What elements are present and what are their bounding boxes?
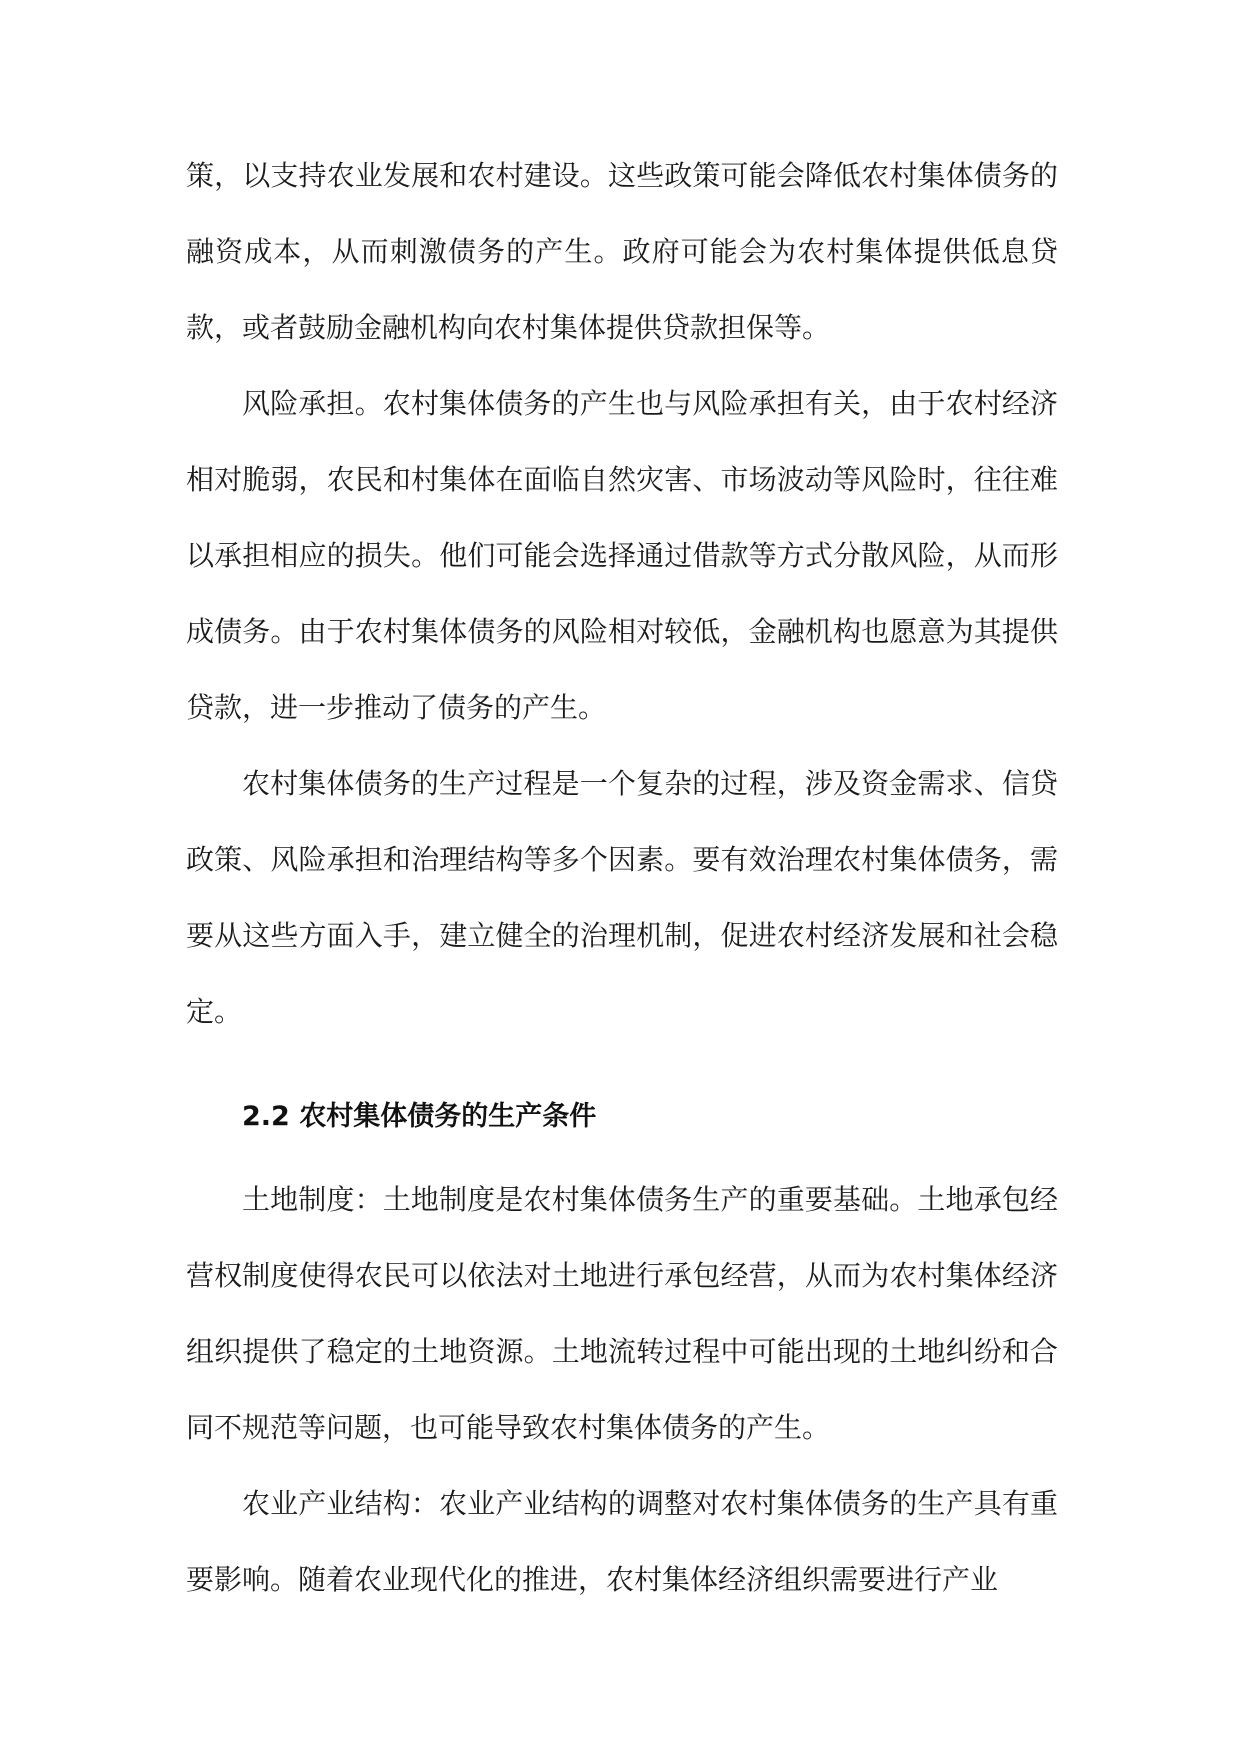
paragraph-production-summary: 农村集体债务的生产过程是一个复杂的过程，涉及资金需求、信贷政策、风险承担和治理结构等多个因素。要有效治理农村集体债务，需要从这些方面入手，建立健全的治理机制，促进农村经济发展和社会稳定。 — [186, 767, 1058, 1028]
paragraph-risk-bearing: 风险承担。农村集体债务的产生也与风险承担有关，由于农村经济相对脆弱，农民和村集体在面临自然灾害、市场波动等风险时，往往难以承担相应的损失。他们可能会选择通过借款等方式分散风险，从而形成债务。由于农村集体债务的风险相对较低，金融机构也愿意为其提供贷款，进一步推动了债务的产生。 — [186, 387, 1058, 724]
paragraph-land-system: 土地制度：土地制度是农村集体债务生产的重要基础。土地承包经营权制度使得农民可以依法对土地进行承包经营，从而为农村集体经济组织提供了稳定的土地资源。土地流转过程中可能出现的土地纠纷和合同不规范等问题，也可能导致农村集体债务的产生。 — [186, 1183, 1058, 1444]
document-body — [186, 138, 1058, 1618]
paragraph-policy-continuation: 策，以支持农业发展和农村建设。这些政策可能会降低农村集体债务的融资成本，从而刺激债务的产生。政府可能会为农村集体提供低息贷款，或者鼓励金融机构向农村集体提供贷款担保等。 — [186, 159, 1058, 344]
section-heading: 2.2 农村集体债务的生产条件 — [242, 1101, 597, 1132]
paragraph-industry-structure: 农业产业结构：农业产业结构的调整对农村集体债务的生产具有重要影响。随着农业现代化的推进，农村集体经济组织需要进行产业 — [186, 1487, 1058, 1596]
